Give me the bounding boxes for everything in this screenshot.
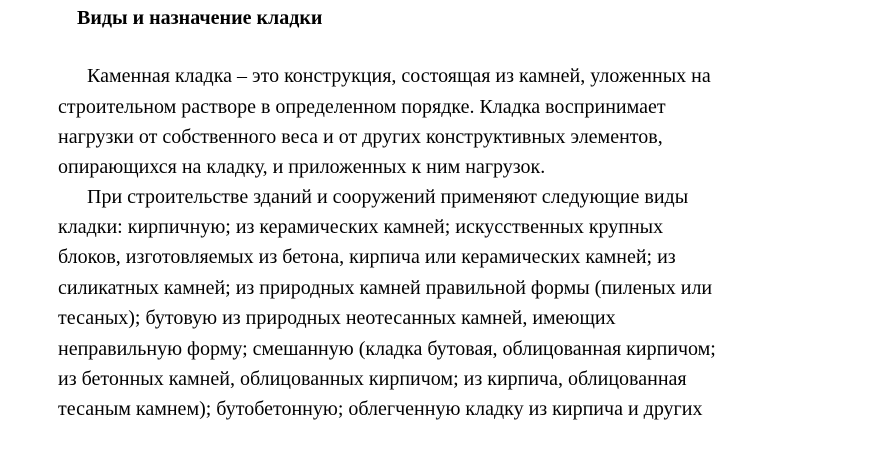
paragraph-2-line-7: из бетонных камней, облицованных кирпичом; из кирпича, облицованная [58, 368, 687, 390]
paragraph-2-line-5: тесаных); бутовую из природных неотесанных камней, имеющих [58, 307, 616, 329]
paragraph-2-line-8: тесаным камнем); бутобетонную; облегченную кладку из кирпича и других [58, 398, 703, 420]
paragraph-1-line-2: строительном растворе в определенном порядке. Кладка воспринимает [58, 96, 666, 118]
paragraph-1-line-1: Каменная кладка – это конструкция, состоящая из камней, уложенных на [87, 65, 711, 87]
paragraph-2-line-3: блоков, изготовляемых из бетона, кирпича или керамических камней; из [58, 246, 676, 268]
section-heading: Виды и назначение кладки [77, 7, 323, 29]
paragraph-2-line-4: силикатных камней; из природных камней правильной формы (пиленых или [58, 277, 713, 299]
paragraph-2-line-1: При строительстве зданий и сооружений применяют следующие виды [87, 186, 689, 208]
paragraph-1-line-3: нагрузки от собственного веса и от других конструктивных элементов, [58, 126, 663, 148]
paragraph-2-line-2: кладки: кирпичную; из керамических камней; искусственных крупных [58, 216, 664, 238]
paragraph-1-line-4: опирающихся на кладку, и приложенных к ним нагрузок. [58, 156, 546, 178]
paragraph-2-line-6: неправильную форму; смешанную (кладка бутовая, облицованная кирпичом; [58, 338, 716, 360]
